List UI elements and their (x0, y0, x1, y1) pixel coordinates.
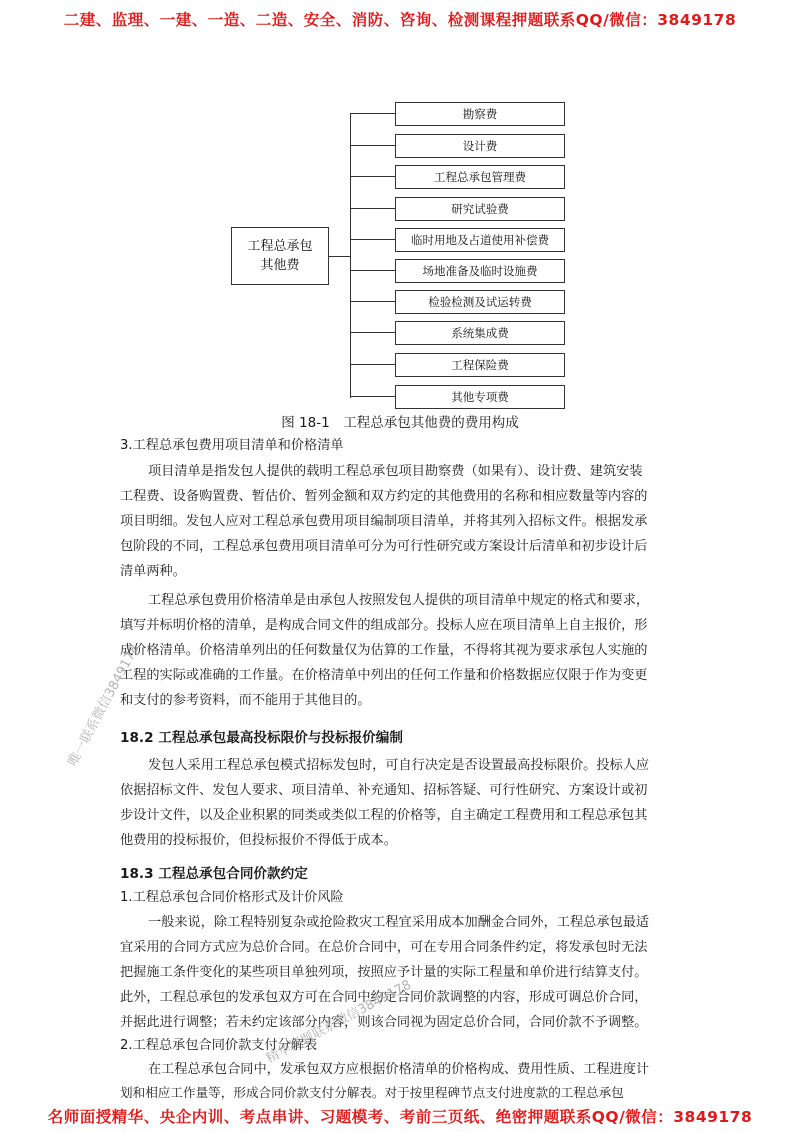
diagram-root-line-2: 其他费 (260, 258, 300, 273)
paragraph-line: 工程的实际或准确的工作量。在价格清单中列出的任何工作量和价格数据应仅限于作为变更 (120, 668, 648, 683)
paragraph-line: 清单两种。 (120, 564, 186, 579)
diagram-root-connector (329, 256, 350, 257)
paragraph-line: 依据招标文件、发包人要求、项目清单、补充通知、招标答疑、可行性研究、方案设计或初 (120, 783, 648, 798)
bottom-banner: 名师面授精华、央企内训、考点串讲、习题模考、考前三页纸、绝密押题联系QQ/微信：3849178 (47, 1108, 753, 1126)
paragraph-line: 工程总承包费用价格清单是由承包人按照发包人提供的项目清单中规定的格式和要求， (148, 593, 650, 608)
diagram-child-row (350, 321, 565, 345)
paragraph-line: 项目清单是指发包人提供的载明工程总承包项目勘察费（如果有）、设计费、建筑安装 (148, 464, 643, 479)
diagram-connector (350, 301, 395, 302)
diagram-child-box: 工程保险费 (395, 353, 565, 377)
paragraph-line: 宜采用的合同方式应为总价合同。在总价合同中，可在专用合同条件约定，将发承包时无法 (120, 940, 648, 955)
watermark-text: 唯一联系微信3849178 (65, 641, 143, 769)
section-18-3-heading: 18.3 工程总承包合同价款约定 (120, 866, 308, 882)
paragraph-line: 成价格清单。价格清单列出的任何数量仅为估算的工作量，不得将其视为要求承包人实施的 (120, 643, 648, 658)
diagram-child-box: 工程总承包管理费 (395, 165, 565, 189)
paragraph-line: 步设计文件，以及企业积累的同类或类似工程的价格等，自主确定工程费用和工程总承包其 (120, 808, 648, 823)
diagram-child-box: 临时用地及占道使用补偿费 (395, 228, 565, 252)
paragraph-line: 此外，工程总承包的发承包双方可在合同中约定合同价款调整的内容，形成可调总价合同， (120, 990, 648, 1005)
diagram-root-box (231, 227, 329, 285)
paragraph-line: 他费用的投标报价，但投标报价不得低于成本。 (120, 833, 397, 848)
cost-structure-diagram (0, 0, 800, 420)
subsection-1-heading: 1.工程总承包合同价格形式及计价风险 (120, 890, 344, 905)
diagram-child-box: 检验检测及试运转费 (395, 290, 565, 314)
section-3-heading: 3.工程总承包费用项目清单和价格清单 (120, 438, 344, 453)
diagram-connector (350, 239, 395, 240)
diagram-child-box: 场地准备及临时设施费 (395, 259, 565, 283)
diagram-child-row (350, 134, 565, 158)
diagram-child-row (350, 102, 565, 126)
paragraph-line: 划和相应工作量等，形成合同价款支付分解表。对于按里程碑节点支付进度款的工程总承包 (120, 1085, 624, 1100)
paragraph-line: 一般来说，除工程特别复杂或抢险救灾工程宜采用成本加酬金合同外，工程总承包最适 (148, 915, 650, 930)
diagram-child-box: 其他专项费 (395, 385, 565, 409)
paragraph-line: 把握施工条件变化的某些项目单独列项，按照应予计量的实际工程量和单价进行结算支付。 (120, 965, 648, 980)
top-banner: 二建、监理、一建、一造、二造、安全、消防、咨询、检测课程押题联系QQ/微信：3849178 (63, 11, 737, 29)
section-18-2-heading: 18.2 工程总承包最高投标限价与投标报价编制 (120, 730, 403, 746)
diagram-connector (350, 396, 395, 397)
paragraph-line: 项目明细。发包人应对工程总承包费用项目编制项目清单，并将其列入招标文件。根据发承 (120, 514, 648, 529)
paragraph-line: 并据此进行调整；若未约定该部分内容，则该合同视为固定总价合同，合同价款不予调整。 (120, 1015, 648, 1030)
diagram-connector (350, 176, 395, 177)
paragraph-line: 在工程总承包合同中，发承包双方应根据价格清单的价格构成、费用性质、工程进度计 (148, 1062, 650, 1077)
diagram-child-row (350, 385, 565, 409)
figure-caption: 图 18-1 工程总承包其他费的费用构成 (281, 415, 519, 431)
paragraph-line: 工程费、设备购置费、暂估价、暂列金额和双方约定的其他费用的名称和相应数量等内容的 (120, 489, 648, 504)
diagram-connector (350, 332, 395, 333)
diagram-child-row (350, 197, 565, 221)
diagram-connector (350, 208, 395, 209)
watermark-text: 精华押题联系微信3849178 (263, 977, 414, 1067)
diagram-connector (350, 113, 395, 114)
subsection-2-heading: 2.工程总承包合同价款支付分解表 (120, 1038, 318, 1053)
paragraph-line: 包阶段的不同，工程总承包费用项目清单可分为可行性研究或方案设计后清单和初步设计后 (120, 539, 648, 554)
diagram-child-box: 系统集成费 (395, 321, 565, 345)
paragraph-line: 和支付的参考资料，而不能用于其他目的。 (120, 693, 371, 708)
diagram-child-row (350, 165, 565, 189)
paragraph-line: 发包人采用工程总承包模式招标发包时，可自行决定是否设置最高投标限价。投标人应 (148, 758, 650, 773)
diagram-connector (350, 145, 395, 146)
diagram-connector (350, 364, 395, 365)
diagram-child-box: 设计费 (395, 134, 565, 158)
diagram-connector (350, 270, 395, 271)
diagram-child-row (350, 259, 565, 283)
diagram-child-row (350, 228, 565, 252)
diagram-root-line-1: 工程总承包 (247, 239, 313, 254)
diagram-child-box: 研究试验费 (395, 197, 565, 221)
diagram-child-box: 勘察费 (395, 102, 565, 126)
diagram-child-row (350, 290, 565, 314)
paragraph-line: 填写并标明价格的清单，是构成合同文件的组成部分。投标人应在项目清单上自主报价，形 (120, 618, 648, 633)
diagram-child-row (350, 353, 565, 377)
